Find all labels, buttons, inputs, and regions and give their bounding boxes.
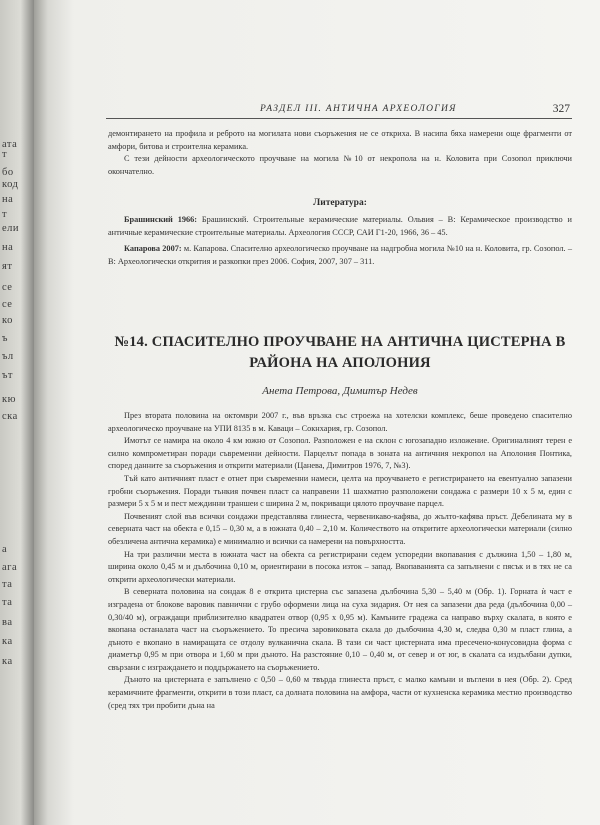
margin-fragment: та — [2, 597, 13, 608]
body-paragraph: През втората половина на октомври 2007 г., във връзка със строежа на хотелски комплекс, беше проведено спасително археологическо проучване на УПИ 8135 в м. Каваци – Сокнхария, гр. Созопол. — [108, 411, 572, 433]
margin-fragment: ка — [2, 656, 13, 667]
margin-fragment: бо — [2, 167, 14, 178]
page-number: 327 — [552, 103, 570, 115]
body-paragraph: Дъното на цистерната е запълнено с 0,50 – 0,60 м твърда глинеста пръст, с малко камъни и въглени в нея (Обр. 2). Сред керамичните фрагменти, открити в този пласт, са долната половина на амфора, части от кухненска керамика местно производство (сред тях три пробити дъна на — [108, 675, 572, 710]
margin-fragment: ска — [2, 411, 18, 422]
margin-fragment: ко — [2, 315, 13, 326]
margin-fragment: на — [2, 194, 14, 205]
margin-fragment: се — [2, 282, 13, 293]
margin-fragment: се — [2, 299, 13, 310]
margin-fragment: ели — [2, 223, 20, 234]
body-paragraph: Тъй като античният пласт е отнет при съвременни намеси, целта на проучването е регистрирането на евентуално запазени гробни съоръжения. Поради тънкия почвен пласт са направени 11 шахматно разположени сондажа с размери 10 х 5 м, един с размери 5 х 5 м и пест междинни траншеи с ширина 2 м, покриващи цялото проучване парцел. — [108, 473, 572, 509]
margin-fragment: та — [2, 579, 13, 590]
reference-item — [108, 243, 572, 268]
reference-text: м. Капарова. Спасително археологическо проучване на надгробна могила №10 на н. Коловита, гр. Созопол. – В: Археологически открития и разкопки през 2006. София, 2007, 307 – 311. — [108, 244, 572, 266]
literature-heading: Литература: — [313, 198, 367, 208]
margin-fragment: т — [2, 209, 8, 220]
body-paragraph: Имотът се намира на около 4 км южно от Созопол. Разположен е на склон с югозападно изложение. Оригиналният терен е силно компрометиран поради съвременни дейности. Парцелът попада в зоната на античния некропол на Аполония Понтика, според данните за съоръжения и открити материали (Цанева, Димитров 1976, 7, №3). — [108, 436, 572, 471]
intro-paragraph: С тези дейности археологическото проучване на могила №10 от некропола на н. Коловита при Созопол приключи окончателно. — [108, 154, 572, 176]
reference-key: Брашинский 1966: — [124, 215, 198, 224]
margin-fragment: кю — [2, 394, 16, 405]
margin-fragment: ът — [2, 370, 14, 381]
margin-fragment: ата — [2, 139, 18, 150]
intro-paragraph: демонтирането на профила и реброто на могилата нови съоръжения не се откриха. В насипа бяха намерени още фрагменти от амфори, битова и строителна керамика. — [108, 129, 572, 151]
margin-fragment: а — [2, 544, 8, 555]
running-head — [106, 104, 572, 119]
reference-key: Капарова 2007: — [124, 244, 182, 254]
article-title: №14. СПАСИТЕЛНО ПРОУЧВАНЕ НА АНТИЧНА ЦИСТЕРНА В РАЙОНА НА АПОЛОНИЯ — [114, 334, 566, 371]
margin-fragment: ъл — [2, 351, 14, 362]
document-page — [34, 0, 600, 825]
intro-text — [108, 128, 572, 178]
margin-fragment: ага — [2, 562, 18, 573]
margin-fragment: ъ — [2, 333, 8, 344]
reference-list — [108, 214, 572, 268]
margin-fragment: ка — [2, 636, 13, 647]
adjacent-page-strip — [0, 0, 34, 825]
article-authors: Анета Петрова, Димитър Недев — [262, 385, 418, 397]
reference-text: Брашинский. Строительные керамические материалы. Ольвия – В: Керамическое производство и античные керамические строительные материалы. Археология СССР, САИ Г1-20, 1966, 36 – 45. — [108, 215, 572, 237]
running-head-section: РАЗДЕЛ III. АНТИЧНА АРХЕОЛОГИЯ — [260, 104, 457, 114]
margin-fragment: на — [2, 242, 14, 253]
margin-fragment: ва — [2, 617, 13, 628]
article-body — [108, 410, 572, 712]
reference-item — [108, 214, 572, 239]
body-paragraph: На три различни места в южната част на обекта са регистрирани седем успоредни вкопавания с дължина 1,50 – 1,80 м, ширина около 0,45 м и дълбочина 0,10 м, ориентирани в посока изток – запад. Вкопаванията са запълнени с пясък и в тях не са открити археологически материали. — [108, 549, 572, 584]
margin-fragment: т — [2, 149, 8, 160]
body-paragraph: Почвеният слой във всички сондажи представлява глинеста, червеникаво-кафява, до жълто-кафява пръст. Дебелината му в северната част на обекта е 0,15 – 0,30 м, а в южната 0,40 – 2,10 м. Количеството на откритите археологически материали (силно обезличена антична керамика) е минимално и всички са намерени на повърхността. — [108, 511, 572, 546]
margin-fragment: ят — [2, 261, 13, 272]
margin-fragment: код — [2, 179, 19, 190]
body-paragraph: В северната половина на сондаж 8 е открита цистерна със запазена дълбочина 5,30 – 5,40 м (Обр. 1). Горната ѝ част е изградена от блокове варовик павнични с грубо оформени лица на суха зидария. От нея са запазени два реда (дълбочина 0,00 – 0,30/40 м), ограждащи приблизително квадратен отвор (0,95 х 0,95 м). Камъните градежа са направо върху скалата, в която е вкопана останалата част на съоръжението. То пресича заровиковата скала до дълбочина 4,30 м, следва 0,30 м пласт глина, а дъното е вкопано в намиращата се отдолу вулканична скала. В тази си част цистерната има пресечено-конусовидна форма с диаметър 0,95 м при отвора и 1,60 м при дъното. На разстояние 0,10 – 0,40 м, от север и от юг, в скалата са издълбани дупки, свързани с изграждането и поддържането на съоръжението. — [108, 587, 572, 672]
